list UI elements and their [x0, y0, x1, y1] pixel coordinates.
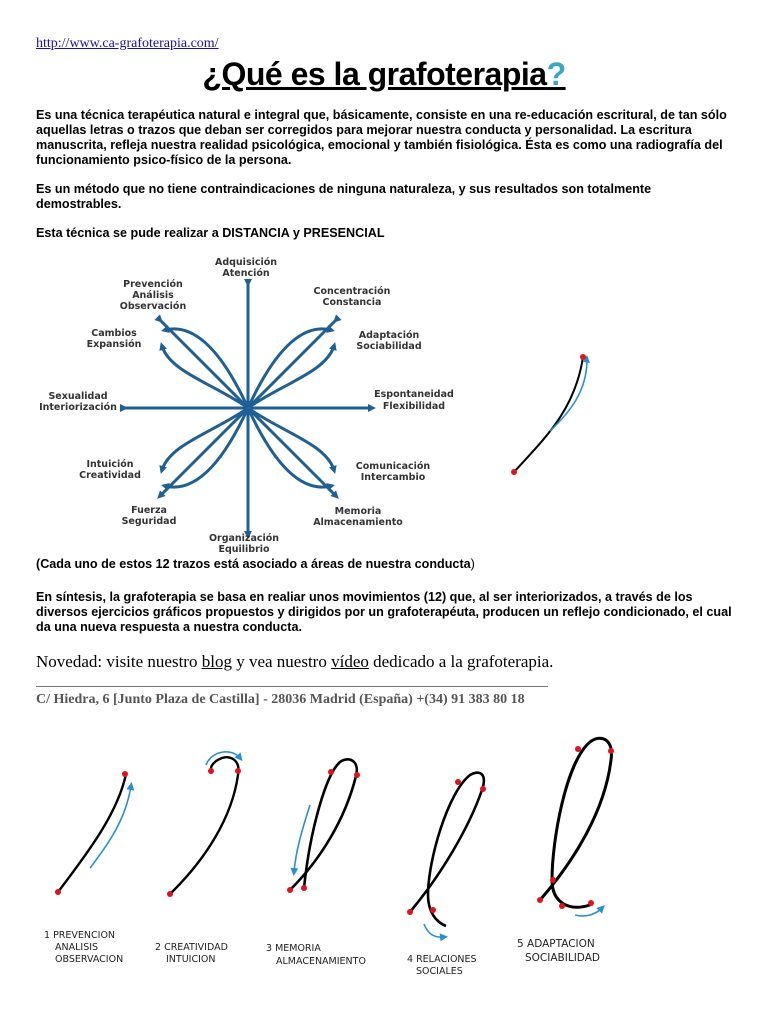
label-adquisicion: Adquisición: [214, 257, 278, 268]
page-title: [0, 56, 768, 93]
page-title-text: ¿Qué es la grafoterapia: [202, 56, 547, 92]
label-equilibrio: Equilibrio: [218, 544, 270, 555]
stroke-exercises-sequence: [30, 725, 670, 990]
label-interiorizacion: Interiorización: [39, 402, 117, 413]
label-comunicacion: Comunicación: [355, 461, 431, 472]
distance-paragraph: Esta técnica se pude realizar a DISTANCIA y PRESENCIAL: [36, 226, 385, 240]
label-expansion: Expansión: [86, 339, 142, 350]
stroke-5-label-a: 5 ADAPTACION: [517, 938, 595, 950]
stroke-1-label-c: OBSERVACION: [55, 954, 124, 965]
stroke-4-label-a: 4 RELACIONES: [407, 954, 477, 965]
label-prevencion: Prevención: [123, 279, 183, 290]
label-intuicion: Intuición: [86, 459, 134, 470]
label-adaptacion: Adaptación: [358, 330, 420, 341]
label-fuerza: Fuerza: [131, 505, 167, 516]
label-creatividad: Creatividad: [79, 470, 141, 481]
diagram-caption: [36, 557, 736, 572]
label-atencion: Atención: [222, 268, 270, 279]
label-espontaneidad: Espontaneidad: [374, 389, 454, 400]
contact-address: C/ Hiedra, 6 [Junto Plaza de Castilla] - 28036 Madrid (España) +(34) 91 383 80 18: [36, 692, 525, 707]
label-cambios: Cambios: [91, 328, 137, 339]
stroke-5-label-b: SOCIABILIDAD: [525, 952, 600, 964]
stroke-exercise-3: [266, 759, 366, 967]
stroke-1-label-b: ANALISIS: [55, 942, 99, 953]
method-paragraph: Es un método que no tiene contraindicaciones de ninguna naturaleza, y sus resultados son totalmente demostrables.: [36, 182, 652, 211]
video-link[interactable]: vídeo: [331, 652, 369, 671]
label-memoria: Memoria: [334, 506, 382, 517]
diagram-caption-text: (Cada uno de estos 12 trazos está asociado a áreas de nuestra conducta: [36, 557, 471, 571]
label-concentracion: Concentración: [313, 286, 391, 297]
blog-link[interactable]: blog: [201, 652, 232, 671]
label-flexibilidad: Flexibilidad: [382, 401, 446, 412]
stroke-2-label-b: INTUICION: [166, 954, 216, 965]
label-sociabilidad: Sociabilidad: [356, 341, 422, 352]
stroke-exercise-1: [44, 771, 131, 965]
label-constancia: Constancia: [322, 297, 382, 308]
diagram-arrows: [121, 283, 372, 535]
single-stroke-illustration: [500, 345, 600, 480]
novedad-middle: y vea nuestro: [231, 652, 332, 671]
stroke-exercise-4: [407, 773, 486, 977]
stroke-exercise-5: [517, 738, 614, 964]
label-organizacion: Organización: [208, 533, 280, 544]
label-observacion: Observación: [119, 301, 187, 312]
stroke-4-label-b: SOCIALES: [416, 966, 463, 977]
stroke-2-label-a: 2 CREATIVIDAD: [155, 942, 228, 953]
novedad-suffix: dedicado a la grafoterapia.: [368, 652, 554, 671]
label-analisis: Análisis: [132, 290, 174, 301]
intro-paragraph: Es una técnica terapéutica natural e integral que, básicamente, consiste en una re-educación escritural, de tan sólo aquellas letras o trazos que deban ser corregidos para mejorar nuestra conducta y personalidad. La escritura manuscrita, refleja nuestra realidad psicológica, emocional y también fisiológica. Ésta es como una radiografía del funcionamiento psico-físico de la persona.: [36, 108, 727, 167]
novedad-line: [36, 652, 553, 672]
stroke-3-label-b: ALMACENAMIENTO: [276, 956, 366, 967]
label-seguridad: Seguridad: [121, 516, 177, 527]
diagram-caption-close: ): [470, 557, 475, 571]
twelve-strokes-diagram: [30, 250, 470, 555]
stroke-1-label-a: 1 PREVENCION: [44, 930, 116, 941]
novedad-prefix: Novedad: visite nuestro: [36, 652, 202, 671]
label-intercambio: Intercambio: [360, 472, 426, 483]
stroke-exercise-2: [155, 752, 241, 965]
synthesis-paragraph: En síntesis, la grafoterapia se basa en realiar unos movimientos (12) que, al ser interiorizados, a través de los diversos ejercicios gráficos propuestos y dirigidos por un grafoterapéuta, producen un reflejo condicionado, el cual da una nueva respuesta a nuestra conducta.: [36, 590, 732, 634]
stroke-3-label-a: 3 MEMORIA: [266, 943, 321, 954]
label-sexualidad: Sexualidad: [48, 391, 108, 402]
page-title-question-mark: ?: [546, 56, 566, 92]
site-url-link[interactable]: http://www.ca-grafoterapia.com/: [36, 36, 219, 51]
separator-rule: [36, 686, 548, 687]
label-almacenamiento: Almacenamiento: [313, 517, 403, 528]
